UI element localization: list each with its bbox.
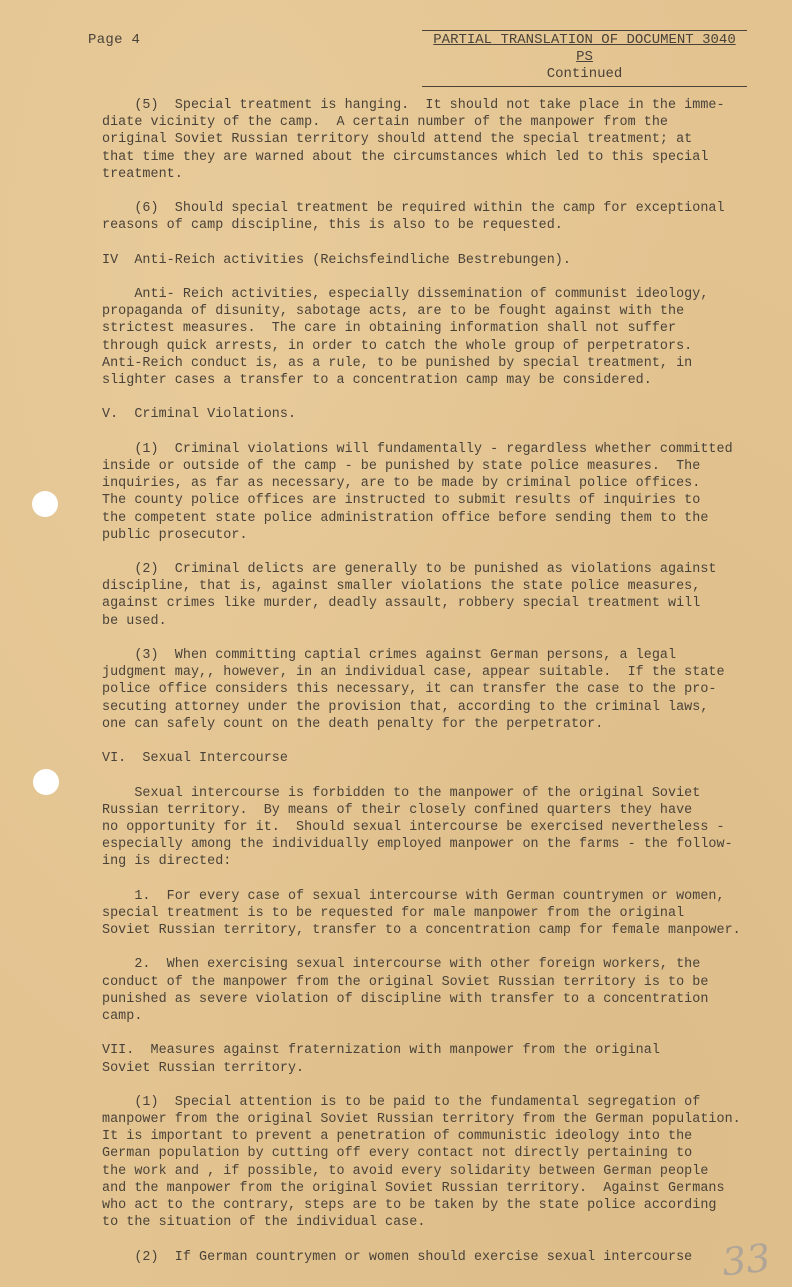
body-line: (2) Criminal delicts are generally to be punished as violations against (102, 562, 717, 578)
body-line: (1) Criminal violations will fundamentally - regardless whether committed (102, 441, 733, 457)
body-line: ing is directed: (102, 854, 232, 870)
body-line: strictest measures. The care in obtaining information shall not suffer (102, 321, 677, 337)
body-line: against crimes like murder, deadly assault, robbery special treatment will (102, 596, 701, 612)
header-bottom-rule (422, 86, 747, 87)
body-line: propaganda of disunity, sabotage acts, are to be fought against with the (102, 304, 685, 320)
blank-line (102, 269, 752, 286)
body-line: V. Criminal Violations. (102, 407, 297, 423)
body-line: It is important to prevent a penetration of communistic ideology into the (102, 1129, 693, 1145)
body-line: punished as severe violation of discipline with transfer to a concentration (102, 991, 709, 1007)
blank-line (102, 1231, 752, 1248)
body-line: IV Anti-Reich activities (Reichsfeindliche Bestrebungen). (102, 252, 571, 268)
body-line: 2. When exercising sexual intercourse with other foreign workers, the (102, 957, 701, 973)
blank-line (102, 544, 752, 561)
blank-line (102, 939, 752, 956)
body-line: (2) If German countrymen or women should exercise sexual intercourse (102, 1249, 693, 1265)
blank-line (102, 1077, 752, 1094)
body-line: secuting attorney under the provision that, according to the criminal laws, (102, 699, 709, 715)
body-line: conduct of the manpower from the original Soviet Russian territory is to be (102, 974, 709, 990)
body-line: who act to the contrary, steps are to be taken by the state police according (102, 1198, 717, 1213)
body-line: Anti-Reich conduct is, as a rule, to be punished by special treatment, in (102, 355, 693, 371)
body-line: manpower from the original Soviet Russian territory from the German population. (102, 1112, 741, 1128)
body-line: VII. Measures against fraternization with manpower from the original (102, 1043, 660, 1059)
document-body (102, 97, 752, 1266)
body-line: to the situation of the individual case. (102, 1215, 426, 1231)
blank-line (102, 870, 752, 887)
page-label: Page 4 (88, 32, 141, 48)
body-line: original Soviet Russian territory should attend the special treatment; at (102, 132, 693, 148)
body-line: camp. (102, 1008, 143, 1024)
blank-line (102, 389, 752, 406)
body-line: Soviet Russian territory. (102, 1060, 305, 1076)
body-line: that time they are warned about the circumstances which led to this special (102, 149, 709, 165)
body-line: inside or outside of the camp - be punished by state police measures. The (102, 458, 701, 474)
document-title: PARTIAL TRANSLATION OF DOCUMENT 3040 PS (433, 32, 736, 65)
body-line: slighter cases a transfer to a concentration camp may be considered. (102, 373, 652, 388)
body-line: The county police offices are instructed to submit results of inquiries to (102, 493, 701, 509)
body-line: (5) Special treatment is hanging. It should not take place in the imme- (102, 98, 725, 113)
body-line: public prosecutor. (102, 527, 248, 543)
body-line: judgment may,, however, in an individual case, appear suitable. If the state (102, 665, 725, 681)
body-line: treatment. (102, 166, 183, 182)
blank-line (102, 235, 752, 252)
blank-line (102, 1025, 752, 1042)
body-line: special treatment is to be requested for male manpower from the original (102, 905, 685, 921)
body-line: inquiries, as far as necessary, are to be made by criminal police offices. (102, 476, 701, 492)
body-line: German population by cutting off every contact not directly pertaining to (102, 1146, 693, 1162)
body-line: no opportunity for it. Should sexual intercourse be exercised nevertheless - (102, 819, 725, 835)
body-line: especially among the individually employed manpower on the farms - the follow- (102, 837, 733, 853)
blank-line (102, 183, 752, 200)
body-line: the work and , if possible, to avoid every solidarity between German people (102, 1163, 709, 1179)
blank-line (102, 424, 752, 441)
body-line: discipline, that is, against smaller violations the state police measures, (102, 579, 701, 595)
body-line: Russian territory. By means of their closely confined quarters they have (102, 802, 693, 818)
blank-line (102, 630, 752, 647)
punch-hole (32, 491, 58, 517)
body-line: (1) Special attention is to be paid to the fundamental segregation of (102, 1094, 701, 1110)
body-line: 1. For every case of sexual intercourse with German countrymen or women, (102, 888, 725, 904)
body-line: (6) Should special treatment be required within the camp for exceptional (102, 201, 725, 217)
blank-line (102, 767, 752, 784)
body-line: police office considers this necessary, it can transfer the case to the pro- (102, 682, 717, 698)
handwritten-page-number: 33 (719, 1235, 773, 1285)
body-line: reasons of camp discipline, this is also to be requested. (102, 218, 563, 234)
body-line: be used. (102, 613, 167, 629)
document-subtitle: Continued (546, 66, 623, 82)
header-top-rule (422, 30, 747, 31)
body-line: Soviet Russian territory, transfer to a concentration camp for female manpower. (102, 923, 741, 938)
body-line: through quick arrests, in order to catch the whole group of perpetrators. (102, 338, 693, 354)
body-line: one can safely count on the death penalty for the perpetrator. (102, 716, 604, 732)
body-line: (3) When committing captial crimes against German persons, a legal (102, 648, 677, 663)
body-line: and the manpower from the original Soviet Russian territory. Against Germans (102, 1180, 725, 1196)
punch-hole (33, 769, 59, 795)
document-header (422, 30, 747, 87)
body-line: the competent state police administration office before sending them to the (102, 510, 709, 526)
body-line: Anti- Reich activities, especially dissemination of communist ideology, (102, 287, 709, 303)
body-line: Sexual intercourse is forbidden to the manpower of the original Soviet (102, 785, 701, 801)
blank-line (102, 733, 752, 750)
body-line: diate vicinity of the camp. A certain number of the manpower from the (102, 115, 668, 131)
body-line: VI. Sexual Intercourse (102, 751, 288, 767)
